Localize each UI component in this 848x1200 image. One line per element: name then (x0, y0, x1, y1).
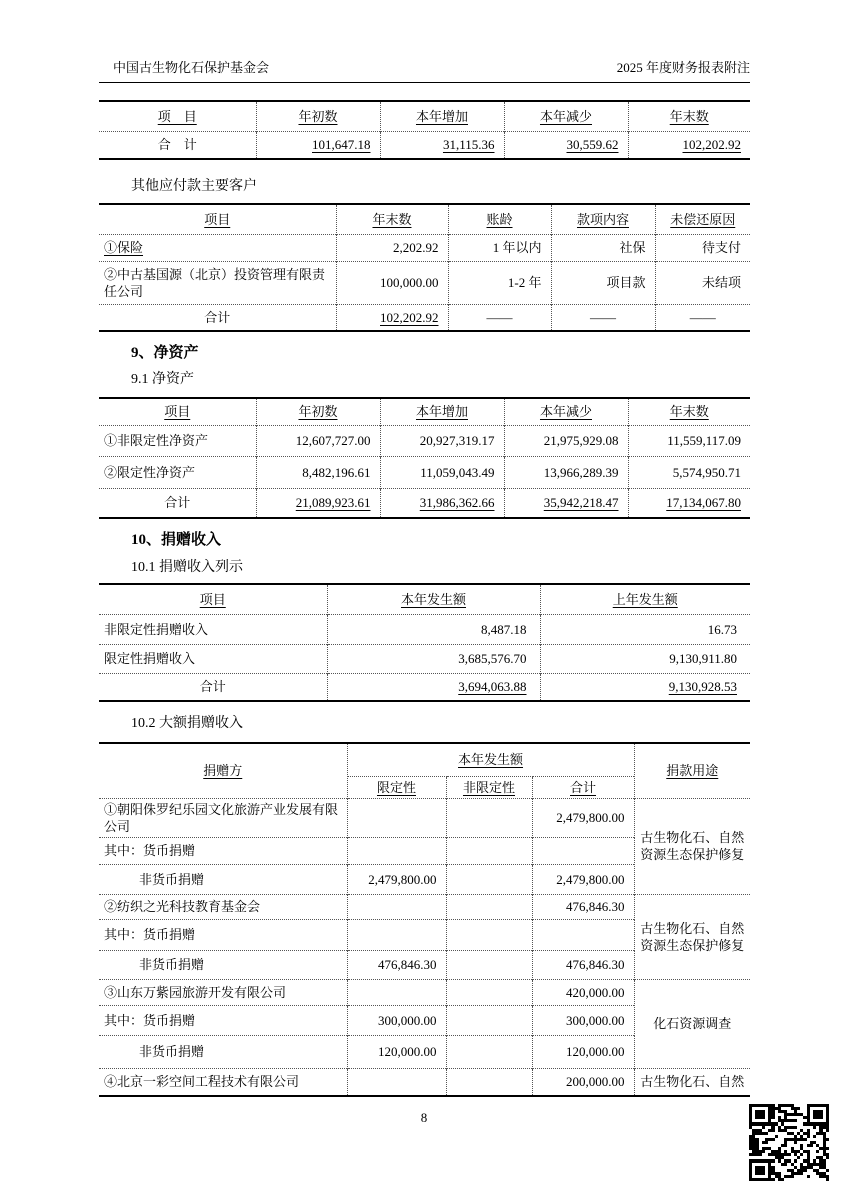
cell-value: 35,942,218.47 (504, 488, 628, 518)
row-label: 合计 (99, 304, 336, 331)
cell-value: 31,986,362.66 (380, 488, 504, 518)
column-header: 年末数 (628, 398, 750, 425)
table-row (99, 1068, 750, 1096)
column-header: 本年减少 (504, 101, 628, 131)
cell-value: 21,975,929.08 (504, 425, 628, 456)
row-label: 其中：货币捐赠 (99, 919, 347, 950)
column-header: 捐款用途 (634, 743, 750, 798)
table-header-row (99, 204, 750, 234)
row-label: 合 计 (99, 131, 256, 159)
row-label: ①朝阳侏罗纪乐园文化旅游产业发展有限公司 (99, 798, 347, 837)
row-label: 合计 (99, 488, 256, 518)
row-label: ③山东万紫园旅游开发有限公司 (99, 979, 347, 1005)
cell-value: 200,000.00 (532, 1068, 634, 1096)
column-header: 年初数 (256, 398, 380, 425)
cell-value: 2,479,800.00 (347, 864, 446, 894)
cell-value: 300,000.00 (532, 1005, 634, 1035)
row-label: 非货币捐赠 (99, 1035, 347, 1068)
cell-value: 476,846.30 (532, 950, 634, 979)
cell-value (446, 1035, 532, 1068)
cell-value: 9,130,911.80 (540, 644, 750, 673)
column-header: 上年发生额 (540, 584, 750, 614)
cell-value: 120,000.00 (347, 1035, 446, 1068)
cell-value: 3,694,063.88 (327, 673, 540, 701)
cell-value (532, 837, 634, 864)
cell-value (347, 798, 446, 837)
cell-value: 20,927,319.17 (380, 425, 504, 456)
row-label: 非限定性捐赠收入 (99, 614, 327, 644)
total-row (99, 673, 750, 701)
column-header: 年末数 (628, 101, 750, 131)
donation-purpose: 古生物化石、自然 (634, 1068, 750, 1096)
column-header: 本年减少 (504, 398, 628, 425)
cell-value (347, 919, 446, 950)
column-header: 项目 (164, 404, 191, 420)
row-label: 其中：货币捐赠 (99, 1005, 347, 1035)
cell-value: 3,685,576.70 (327, 644, 540, 673)
cell-value: 9,130,928.53 (540, 673, 750, 701)
row-label: 限定性捐赠收入 (99, 644, 327, 673)
header-org-name: 中国古生物化石保护基金会 (113, 60, 270, 75)
cell-value (446, 950, 532, 979)
cell-value (532, 919, 634, 950)
cell-value: 1 年以内 (448, 234, 551, 261)
column-header: 本年发生额 (347, 743, 634, 776)
section-9-1-title: 9.1 净资产 (131, 372, 194, 387)
document-header (99, 57, 750, 83)
table-row (99, 614, 750, 644)
cell-value (446, 894, 532, 919)
section-9-title: 9、净资产 (131, 345, 199, 361)
column-header: 本年增加 (380, 101, 504, 131)
row-label: 非货币捐赠 (99, 950, 347, 979)
total-row (99, 304, 750, 331)
column-header: 款项内容 (551, 204, 655, 234)
donation-purpose: 化石资源调查 (634, 979, 750, 1068)
table-header-row (99, 101, 750, 131)
cell-value: 8,482,196.61 (256, 456, 380, 488)
other-payables-title: 其他应付款主要客户 (131, 179, 257, 194)
cell-value: 待支付 (655, 234, 750, 261)
section-10-1-title: 10.1 捐赠收入列示 (131, 560, 243, 575)
other-payables-total-table (99, 100, 750, 160)
large-donations-table (99, 742, 750, 1097)
row-label: ①非限定性净资产 (99, 425, 256, 456)
cell-value: 101,647.18 (256, 131, 380, 159)
column-header: 合计 (532, 776, 634, 798)
cell-value: 420,000.00 (532, 979, 634, 1005)
cell-value: 16.73 (540, 614, 750, 644)
cell-value: 1-2 年 (448, 261, 551, 304)
donation-purpose: 古生物化石、自然资源生态保护修复 (634, 894, 750, 979)
cell-value (347, 979, 446, 1005)
other-payables-clients-table (99, 203, 750, 332)
column-header: 账龄 (448, 204, 551, 234)
table-row (99, 644, 750, 673)
cell-value: 5,574,950.71 (628, 456, 750, 488)
cell-value: 社保 (551, 234, 655, 261)
section-10-title: 10、捐赠收入 (131, 532, 222, 548)
cell-value (347, 837, 446, 864)
net-assets-table (99, 397, 750, 519)
cell-value (446, 979, 532, 1005)
cell-value (347, 1068, 446, 1096)
total-row (99, 488, 750, 518)
table-row (99, 894, 750, 919)
cell-value: 102,202.92 (336, 304, 448, 331)
cell-value (446, 1068, 532, 1096)
column-header: 非限定性 (446, 776, 532, 798)
column-header: 项目 (199, 591, 226, 607)
cell-value: 2,202.92 (336, 234, 448, 261)
donation-income-table (99, 583, 750, 702)
row-label: ④北京一彩空间工程技术有限公司 (99, 1068, 347, 1096)
row-label: ②中古基国源（北京）投资管理有限责任公司 (99, 261, 336, 304)
cell-value: 12,607,727.00 (256, 425, 380, 456)
cell-value: 21,089,923.61 (256, 488, 380, 518)
column-header: 年末数 (336, 204, 448, 234)
cell-value: 2,479,800.00 (532, 864, 634, 894)
cell-value: 102,202.92 (628, 131, 750, 159)
row-label: 合计 (99, 673, 327, 701)
table-header-row (99, 398, 750, 425)
column-header: 本年增加 (380, 398, 504, 425)
table-row (99, 979, 750, 1005)
cell-value: 8,487.18 (327, 614, 540, 644)
column-header: 捐赠方 (99, 743, 347, 798)
table-header-row (99, 743, 750, 776)
cell-value: 476,846.30 (532, 894, 634, 919)
table-row (99, 234, 750, 261)
cell-value: —— (448, 304, 551, 331)
cell-value: 11,059,043.49 (380, 456, 504, 488)
column-header: 项 目 (157, 108, 197, 124)
cell-value (347, 894, 446, 919)
cell-value: 项目款 (551, 261, 655, 304)
cell-value (446, 864, 532, 894)
row-label: ②纺织之光科技教育基金会 (99, 894, 347, 919)
cell-value: 476,846.30 (347, 950, 446, 979)
row-label: ②限定性净资产 (99, 456, 256, 488)
column-header: 限定性 (347, 776, 446, 798)
table-row (99, 261, 750, 304)
table-row (99, 798, 750, 837)
table-row (99, 456, 750, 488)
cell-value: 100,000.00 (336, 261, 448, 304)
cell-value: 300,000.00 (347, 1005, 446, 1035)
qr-code (749, 1104, 829, 1181)
cell-value: —— (655, 304, 750, 331)
header-doc-title: 2025 年度财务报表附注 (616, 60, 750, 75)
row-label: 其中：货币捐赠 (99, 837, 347, 864)
donation-purpose: 古生物化石、自然资源生态保护修复 (634, 798, 750, 894)
table-row (99, 425, 750, 456)
row-label: ①保险 (99, 234, 336, 261)
cell-value (446, 798, 532, 837)
cell-value (446, 919, 532, 950)
cell-value: 未结项 (655, 261, 750, 304)
row-label: 非货币捐赠 (99, 864, 347, 894)
cell-value (446, 837, 532, 864)
page-number: 8 (420, 1110, 428, 1125)
cell-value: 11,559,117.09 (628, 425, 750, 456)
column-header: 项目 (204, 211, 231, 227)
total-row (99, 131, 750, 159)
column-header: 年初数 (256, 101, 380, 131)
cell-value: 2,479,800.00 (532, 798, 634, 837)
cell-value (446, 1005, 532, 1035)
cell-value: 17,134,067.80 (628, 488, 750, 518)
cell-value: 13,966,289.39 (504, 456, 628, 488)
cell-value: 120,000.00 (532, 1035, 634, 1068)
column-header: 本年发生额 (327, 584, 540, 614)
cell-value: 30,559.62 (504, 131, 628, 159)
section-10-2-title: 10.2 大额捐赠收入 (131, 716, 243, 731)
column-header: 未偿还原因 (655, 204, 750, 234)
table-header-row (99, 584, 750, 614)
cell-value: —— (551, 304, 655, 331)
cell-value: 31,115.36 (380, 131, 504, 159)
